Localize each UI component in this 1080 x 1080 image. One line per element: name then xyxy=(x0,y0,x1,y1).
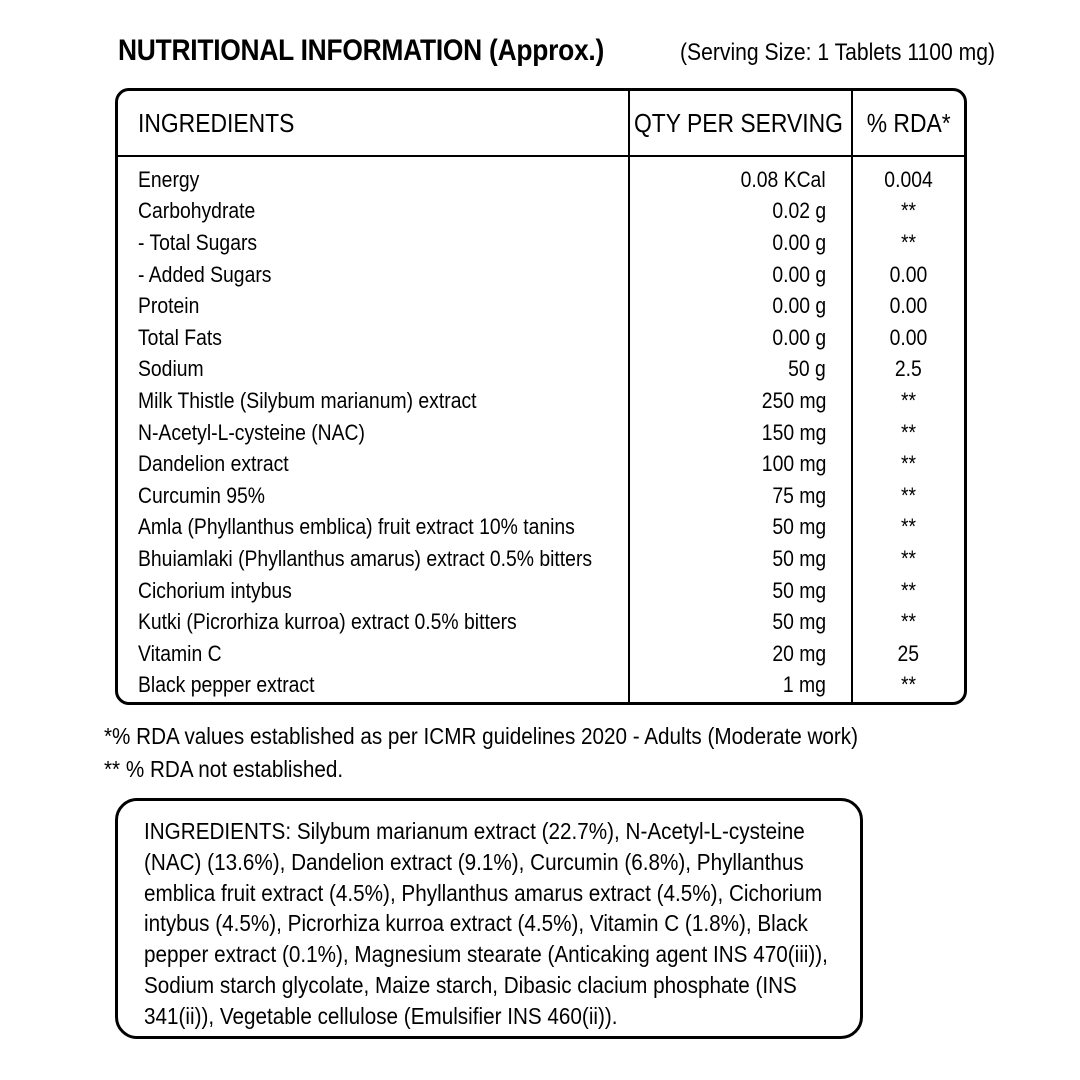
footnote-rda-source: *% RDA values established as per ICMR guidelines 2020 - Adults (Moderate work) xyxy=(104,723,859,749)
nutrition-table xyxy=(115,88,967,705)
qty-value: 50 mg xyxy=(772,609,826,635)
qty-value: 0.08 KCal xyxy=(740,166,826,192)
rda-value: ** xyxy=(900,419,917,445)
rda-value: ** xyxy=(900,451,917,477)
table-row-dandelion xyxy=(118,448,964,480)
rda-value: 0.00 xyxy=(889,261,928,287)
qty-value: 50 mg xyxy=(772,545,826,571)
column-header-qty-per-serving xyxy=(630,91,853,155)
ingredient-name: Cichorium intybus xyxy=(138,577,292,603)
table-row-black-pepper xyxy=(118,670,964,702)
table-row-milk-thistle xyxy=(118,385,964,417)
rda-value: ** xyxy=(900,482,917,508)
rda-value: ** xyxy=(900,387,917,413)
ingredient-name: Curcumin 95% xyxy=(138,482,265,508)
rda-value: 0.004 xyxy=(884,166,933,192)
qty-value: 75 mg xyxy=(772,482,826,508)
table-row-protein xyxy=(118,290,964,322)
table-row-carbohydrate xyxy=(118,196,964,228)
table-row-nac xyxy=(118,417,964,449)
footnotes xyxy=(104,720,961,786)
table-row-kutki xyxy=(118,606,964,638)
qty-value: 0.00 g xyxy=(772,261,826,287)
table-row-vitamin-c xyxy=(118,638,964,670)
table-row-energy xyxy=(118,164,964,196)
column-header-rda xyxy=(853,91,964,155)
ingredient-name: Kutki (Picrorhiza kurroa) extract 0.5% bitters xyxy=(138,609,517,635)
ingredient-name: Bhuiamlaki (Phyllanthus amarus) extract 0.5% bitters xyxy=(138,545,593,571)
rda-value: ** xyxy=(900,545,917,571)
title-main: NUTRITIONAL INFORMATION (Approx.) xyxy=(118,34,604,67)
ingredient-name: - Total Sugars xyxy=(138,229,258,255)
ingredient-name: Carbohydrate xyxy=(138,198,256,224)
qty-value: 0.00 g xyxy=(772,293,826,319)
rda-value: ** xyxy=(900,577,917,603)
column-divider-2 xyxy=(851,91,853,702)
table-header-row xyxy=(118,91,964,157)
table-row-added-sugars xyxy=(118,259,964,291)
ingredient-name: Vitamin C xyxy=(138,640,222,666)
table-row-amla xyxy=(118,512,964,544)
column-header-qty-label: QTY PER SERVING xyxy=(634,107,843,138)
column-divider-1 xyxy=(628,91,630,702)
ingredient-name: N-Acetyl-L-cysteine (NAC) xyxy=(138,419,365,445)
ingredients-list-text: INGREDIENTS: Silybum marianum extract (22.7%), N-Acetyl-L-cysteine (NAC) (13.6%), Dandelion extract (9.1%), Curcumin (6.8%), Phyllanthus emblica fruit extract (4.5%), Phyllanthus amarus extract (4.5%), Cichorium intybus (4.5%), Picrorhiza kurroa extract (4.5%), Vitamin C (1.8%), Black pepper extract (0.1%), Magnesium stearate (Anticaking agent INS 470(iii)), Sodium starch glycolate, Maize starch, Dibasic clacium phosphate (INS 341(ii)), Vegetable cellulose (Emulsifier INS 460(ii)). xyxy=(144,818,828,1029)
ingredients-box xyxy=(115,798,863,1039)
qty-value: 0.00 g xyxy=(772,229,826,255)
table-row-total-sugars xyxy=(118,227,964,259)
table-row-bhuiamlaki xyxy=(118,543,964,575)
table-row-total-fats xyxy=(118,322,964,354)
qty-value: 1 mg xyxy=(782,672,826,698)
ingredient-name: Amla (Phyllanthus emblica) fruit extract 10% tanins xyxy=(138,514,575,540)
qty-value: 0.02 g xyxy=(772,198,826,224)
qty-value: 0.00 g xyxy=(772,324,826,350)
title-serving-size: (Serving Size: 1 Tablets 1100 mg) xyxy=(680,39,996,66)
qty-value: 50 mg xyxy=(772,577,826,603)
rda-value: ** xyxy=(900,229,917,255)
table-row-sodium xyxy=(118,354,964,386)
ingredient-name: Total Fats xyxy=(138,324,222,350)
footnote-rda-not-established: ** % RDA not established. xyxy=(104,756,344,782)
ingredient-name: Dandelion extract xyxy=(138,451,289,477)
rda-value: ** xyxy=(900,514,917,540)
column-header-ingredients xyxy=(118,91,630,155)
qty-value: 50 mg xyxy=(772,514,826,540)
ingredient-name: Sodium xyxy=(138,356,204,382)
column-header-ingredients-label: INGREDIENTS xyxy=(138,107,295,138)
rda-value: ** xyxy=(900,609,917,635)
qty-value: 250 mg xyxy=(761,387,826,413)
column-header-rda-label: % RDA* xyxy=(866,107,951,138)
ingredient-name: Energy xyxy=(138,166,200,192)
ingredient-name: Protein xyxy=(138,293,200,319)
table-body xyxy=(118,157,964,701)
qty-value: 100 mg xyxy=(761,451,826,477)
qty-value: 150 mg xyxy=(761,419,826,445)
page-title xyxy=(118,34,1038,68)
qty-value: 20 mg xyxy=(772,640,826,666)
rda-value: 25 xyxy=(897,640,920,666)
rda-value: ** xyxy=(900,672,917,698)
rda-value: 0.00 xyxy=(889,324,928,350)
rda-value: 0.00 xyxy=(889,293,928,319)
rda-value: ** xyxy=(900,198,917,224)
ingredient-name: - Added Sugars xyxy=(138,261,272,287)
table-row-cichorium xyxy=(118,575,964,607)
table-row-curcumin xyxy=(118,480,964,512)
qty-value: 50 g xyxy=(788,356,826,382)
ingredient-name: Black pepper extract xyxy=(138,672,315,698)
rda-value: 2.5 xyxy=(895,356,922,382)
ingredient-name: Milk Thistle (Silybum marianum) extract xyxy=(138,387,477,413)
